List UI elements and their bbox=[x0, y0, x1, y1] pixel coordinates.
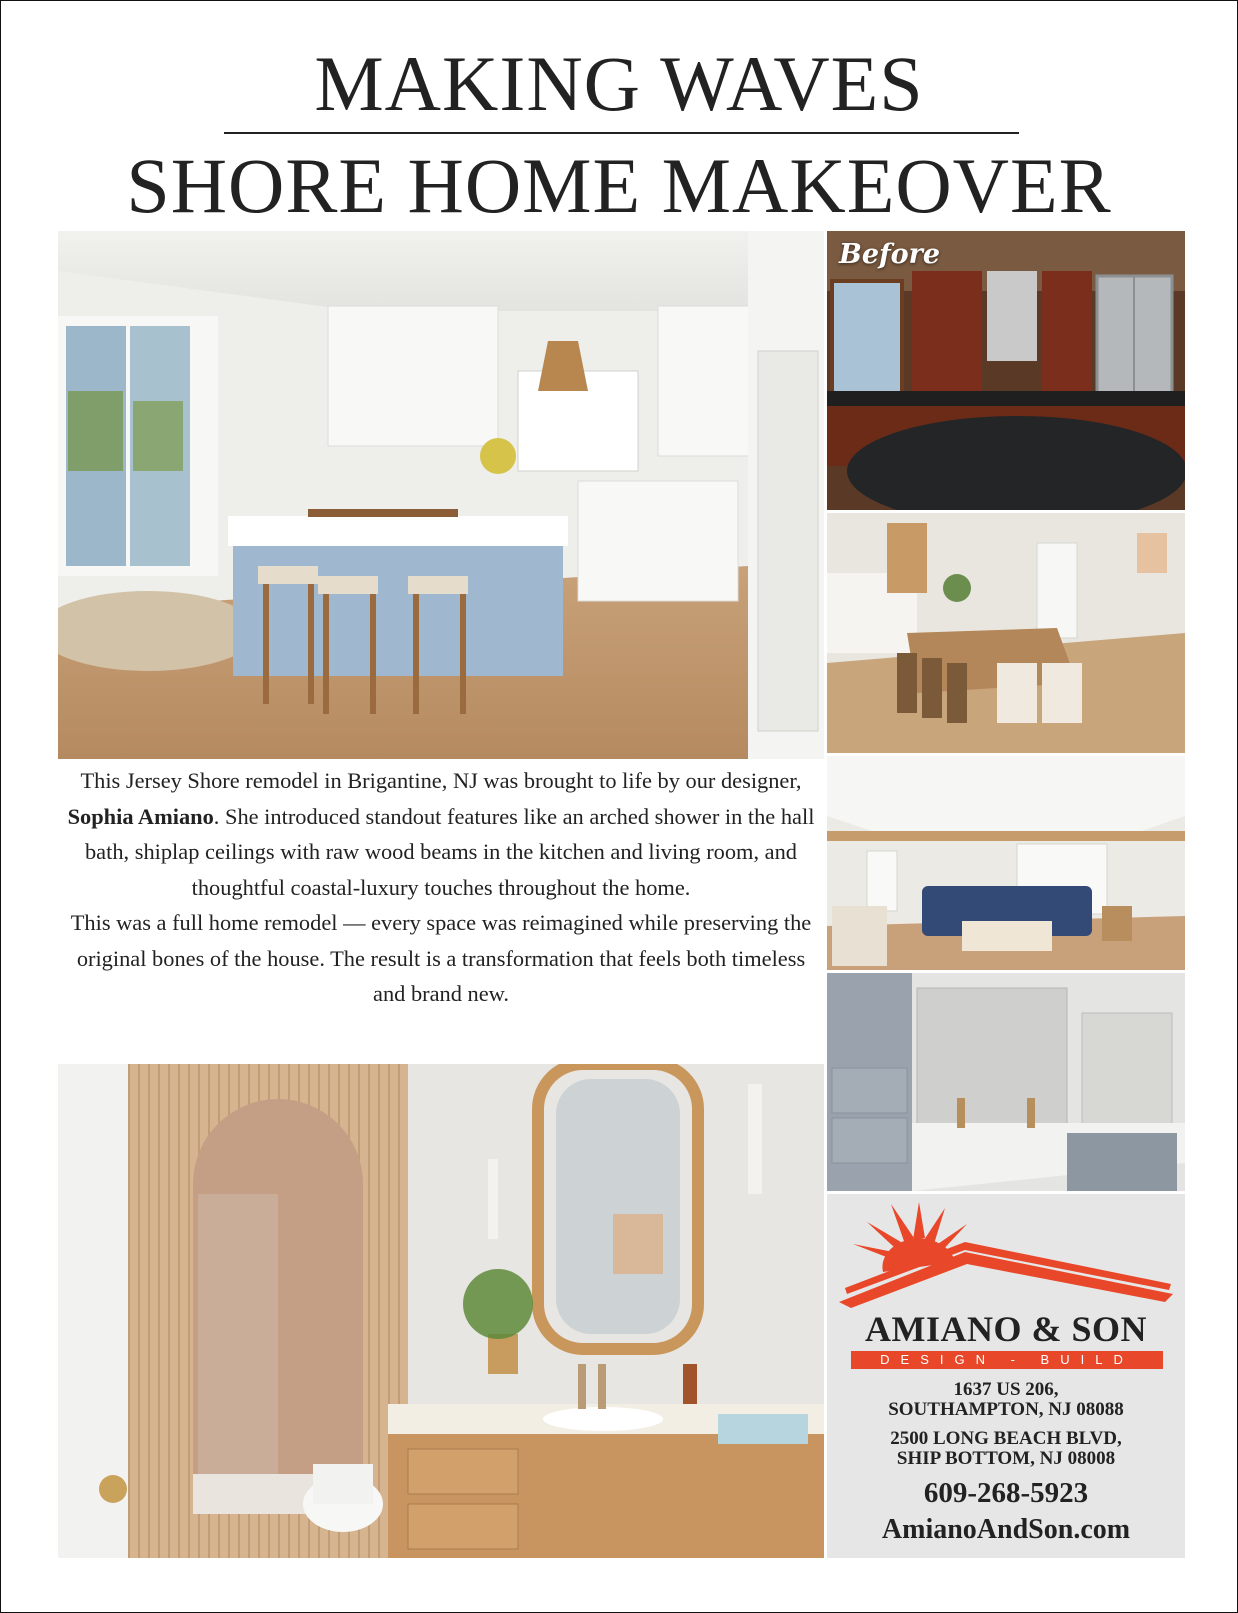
address-ship-bottom bbox=[827, 1429, 1185, 1469]
website-url: AmianoAndSon.com bbox=[881, 1514, 1131, 1545]
bathroom-photo bbox=[58, 1064, 824, 1558]
headline-line-1: MAKING WAVES bbox=[314, 40, 924, 127]
brand-tagline: DESIGN - BUILD bbox=[851, 1351, 1163, 1369]
kitchen-photo bbox=[58, 231, 824, 759]
address-1-line-2: SOUTHAMPTON, NJ 08088 bbox=[888, 1399, 1124, 1420]
living-room-photo bbox=[827, 756, 1185, 970]
headline-line-2: SHORE HOME MAKEOVER bbox=[126, 142, 1112, 229]
headline-divider bbox=[224, 132, 1019, 134]
address-southampton bbox=[827, 1380, 1185, 1420]
designer-name: Sophia Amiano bbox=[67, 803, 214, 829]
story-intro: This Jersey Shore remodel in Brigantine, NJ was brought to life by our designer, bbox=[80, 768, 802, 793]
sun-roof-logo-icon bbox=[835, 1202, 1177, 1312]
story-paragraph-1 bbox=[58, 763, 824, 905]
address-1-line-1: 1637 US 206, bbox=[953, 1379, 1059, 1400]
story-rest: . She introduced standout features like an arched shower in the hall bath, shiplap ceilings with raw wood beams in the kitchen and living room, and thoughtful coastal-luxury touches throughout the home. bbox=[84, 803, 815, 900]
company-ad bbox=[827, 1194, 1185, 1558]
phone-number: 609-268-5923 bbox=[923, 1477, 1089, 1509]
story-text bbox=[58, 763, 824, 1012]
brand-name: AMIANO & SON bbox=[865, 1309, 1147, 1349]
vanity-photo bbox=[827, 973, 1185, 1191]
address-2-line-2: SHIP BOTTOM, NJ 08008 bbox=[896, 1448, 1116, 1469]
story-paragraph-2: This was a full home remodel — every space was reimagined while preserving the original bones of the house. The result is a transformation that feels both timeless and brand new. bbox=[70, 910, 812, 1006]
dining-room-photo bbox=[827, 513, 1185, 753]
before-label: Before bbox=[839, 239, 941, 270]
address-2-line-1: 2500 LONG BEACH BLVD, bbox=[890, 1428, 1122, 1449]
before-photo bbox=[827, 231, 1185, 510]
